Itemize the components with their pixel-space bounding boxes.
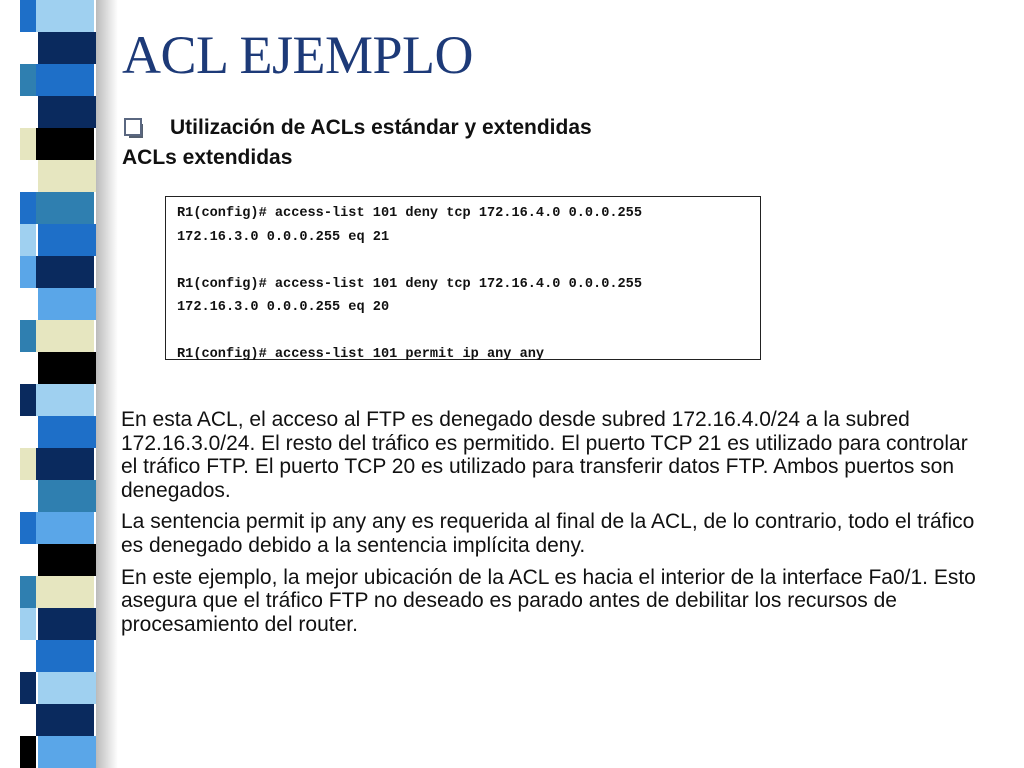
slide-title: ACL EJEMPLO [122, 25, 474, 85]
stripe-column [20, 544, 36, 576]
stripe-column [20, 672, 36, 704]
stripe-block [38, 96, 96, 128]
stripe-column [20, 96, 36, 128]
bullet-item [122, 114, 592, 142]
stripe-column [20, 32, 36, 64]
code-line: R1(config)# access-list 101 deny tcp 172.16.4.0 0.0.0.255 [177, 206, 642, 221]
stripe-column [20, 480, 36, 512]
decorative-stripe-band [0, 0, 118, 768]
code-line: R1(config)# access-list 101 permit ip any any [177, 347, 545, 362]
stripe-block [38, 352, 96, 384]
stripe-block [38, 736, 96, 768]
stripe-block [36, 320, 94, 352]
stripe-column [20, 352, 36, 384]
bullet-text: Utilización de ACLs estándar y extendidas [170, 116, 592, 139]
stripe-block [38, 544, 96, 576]
paragraph: En esta ACL, el acceso al FTP es denegado desde subred 172.16.4.0/24 a la subred 172.16.3.0/24. El resto del tráfico es permitido. El puerto TCP 21 es utilizado para controlar el tráfico FTP. El puerto TCP 20 es utilizado para transferir datos FTP. Ambos puertos son denegados. [121, 408, 968, 502]
stripe-column [20, 288, 36, 320]
code-line: 172.16.3.0 0.0.0.255 eq 20 [177, 300, 390, 315]
stripe-block [36, 448, 94, 480]
stripe-column [20, 512, 36, 544]
paragraph: La sentencia permit ip any any es requerida al final de la ACL, de lo contrario, todo el tráfico es denegado debido a la sentencia implícita deny. [121, 510, 975, 557]
stripe-shadow [96, 0, 118, 768]
paragraph: En este ejemplo, la mejor ubicación de la ACL es hacia el interior de la interface Fa0/1. Esto asegura que el tráfico FTP no deseado es parado antes de debilitar los recursos de procesamiento del router. [121, 565, 976, 636]
stripe-column [20, 384, 36, 416]
stripe-column [20, 576, 36, 608]
stripe-block [36, 128, 94, 160]
code-line: R1(config)# access-list 101 deny tcp 172.16.4.0 0.0.0.255 [177, 276, 642, 292]
stripe-block [36, 640, 94, 672]
stripe-block [36, 64, 94, 96]
stripe-block [36, 0, 94, 32]
stripe-block [36, 192, 94, 224]
stripe-column [20, 256, 36, 288]
stripe-block [36, 704, 94, 736]
body-text [121, 408, 981, 644]
stripe-block [36, 512, 94, 544]
stripe-column [20, 448, 36, 480]
stripe-block [38, 224, 96, 256]
stripe-column [20, 0, 36, 32]
subheading: ACLs extendidas [122, 146, 293, 169]
stripe-column [20, 160, 36, 192]
stripe-column [20, 704, 36, 736]
stripe-column [20, 224, 36, 256]
stripe-block [36, 256, 94, 288]
stripe-column [20, 320, 36, 352]
stripe-column [20, 192, 36, 224]
stripe-block [38, 160, 96, 192]
stripe-column [20, 608, 36, 640]
stripe-block [36, 576, 94, 608]
code-line [177, 320, 760, 344]
stripe-column [20, 416, 36, 448]
stripe-column [20, 640, 36, 672]
stripe-column [20, 64, 36, 96]
code-line: 172.16.3.0 0.0.0.255 eq 21 [177, 229, 390, 245]
stripe-block [36, 384, 94, 416]
code-block [165, 196, 761, 360]
stripe-block [38, 32, 96, 64]
code-line [177, 249, 760, 273]
checkbox-bullet-icon [122, 117, 144, 139]
stripe-column [20, 128, 36, 160]
stripe-block [38, 480, 96, 512]
stripe-block [38, 416, 96, 448]
stripe-block [38, 608, 96, 640]
stripe-column [20, 736, 36, 768]
stripe-block [38, 672, 96, 704]
stripe-block [38, 288, 96, 320]
